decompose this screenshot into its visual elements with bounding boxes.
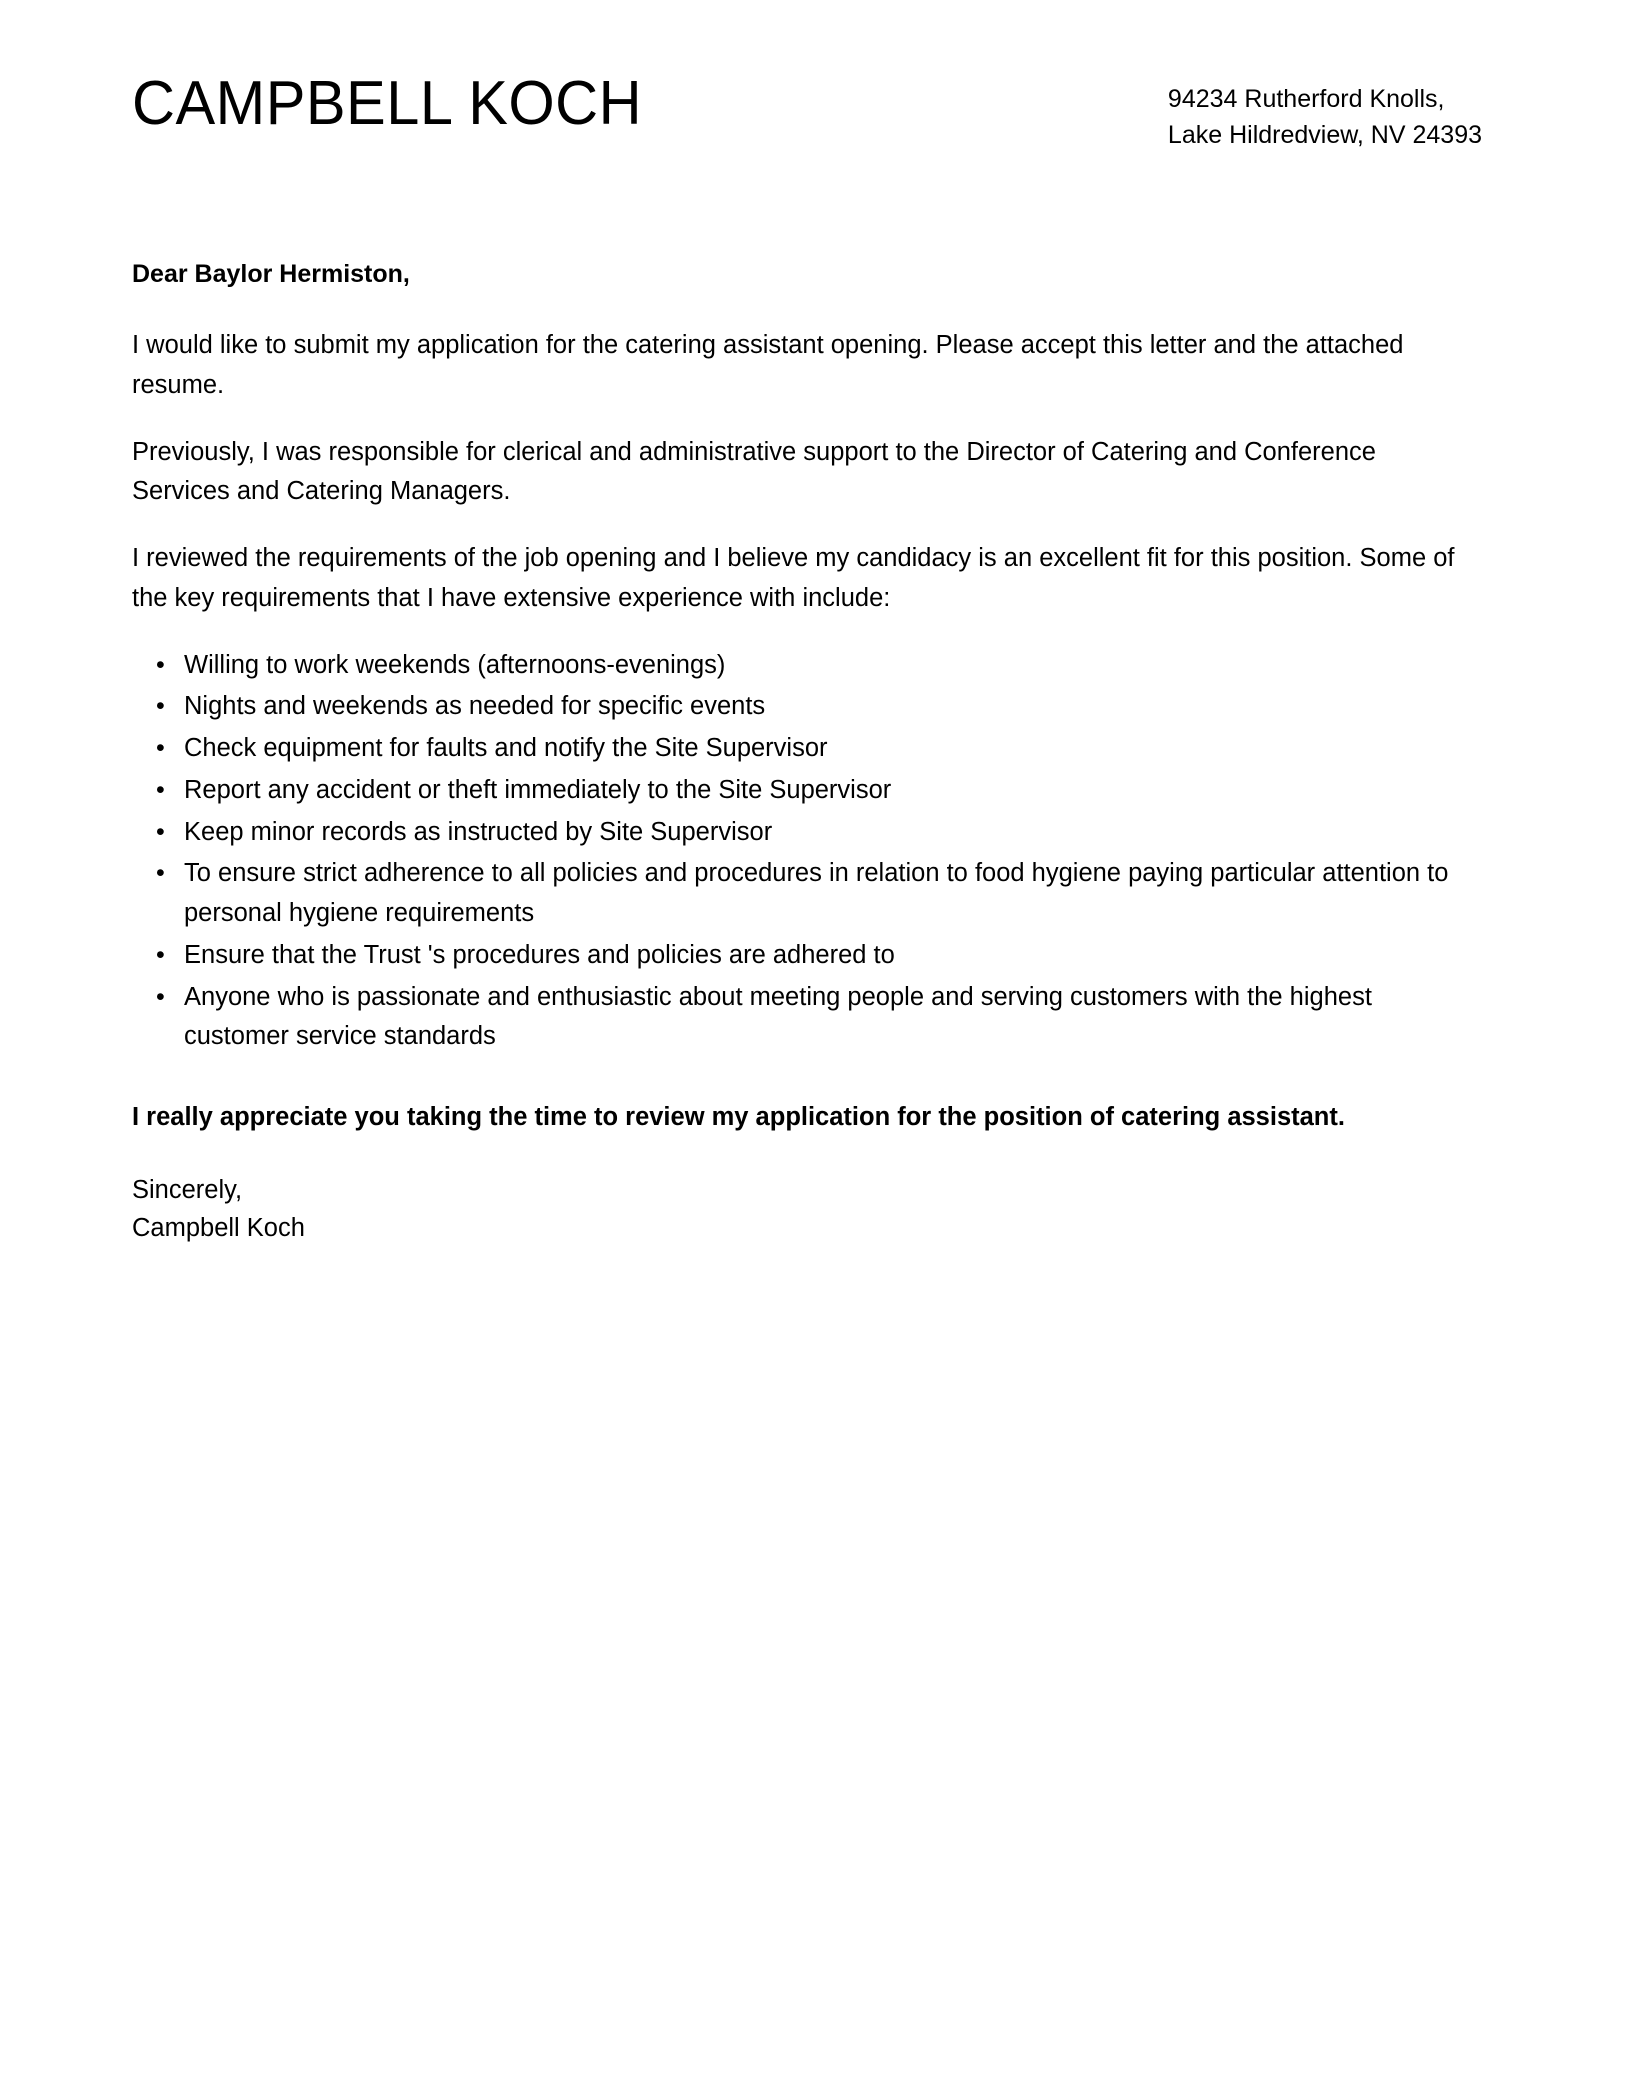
paragraph-2: Previously, I was responsible for clerical and administrative support to the Director of Catering and Conference Services and Catering Managers. [132, 437, 1376, 506]
signature-block [132, 1171, 1480, 1248]
list-item: • Check equipment for faults and notify the Site Supervisor [132, 729, 1477, 769]
list-item: • Keep minor records as instructed by Site Supervisor [132, 813, 1477, 853]
address-line-1: 94234 Rutherford Knolls, [1167, 85, 1445, 113]
signature-name: Campbell Koch [132, 1214, 305, 1243]
salutation: Dear Baylor Hermiston, [132, 260, 410, 288]
list-item: • To ensure strict adherence to all policies and procedures in relation to food hygiene paying particular attention to personal hygiene requirements [132, 854, 1477, 934]
closing-statement: I really appreciate you taking the time to review my application for the position of catering assistant. [132, 1103, 1345, 1132]
name-block [132, 68, 663, 138]
paragraph-1: I would like to submit my application for the catering assistant opening. Please accept this letter and the attached resume. [132, 331, 1404, 399]
list-item: • Nights and weekends as needed for specific events [132, 687, 1477, 727]
address-line-2: Lake Hildredview, NV 24393 [1167, 120, 1482, 149]
paragraph-3: I reviewed the requirements of the job opening and I believe my candidacy is an excellent fit for this position. Some of the key requirements that I have extensive experience with include: [132, 544, 1455, 612]
list-item: • Ensure that the Trust 's procedures and policies are adhered to [132, 936, 1477, 976]
list-item: • Willing to work weekends (afternoons-evenings) [132, 646, 1477, 686]
requirements-list [132, 646, 1477, 1058]
applicant-name: CAMPBELL KOCH [132, 69, 643, 138]
list-item: • Report any accident or theft immediately to the Site Supervisor [132, 771, 1477, 811]
list-item: • Anyone who is passionate and enthusiastic about meeting people and serving customers with the highest customer service standards [132, 978, 1477, 1058]
letter-header [132, 68, 1492, 153]
address-block [1168, 68, 1492, 153]
closing-salutation: Sincerely, [132, 1176, 243, 1205]
letter-body [132, 257, 1480, 1248]
